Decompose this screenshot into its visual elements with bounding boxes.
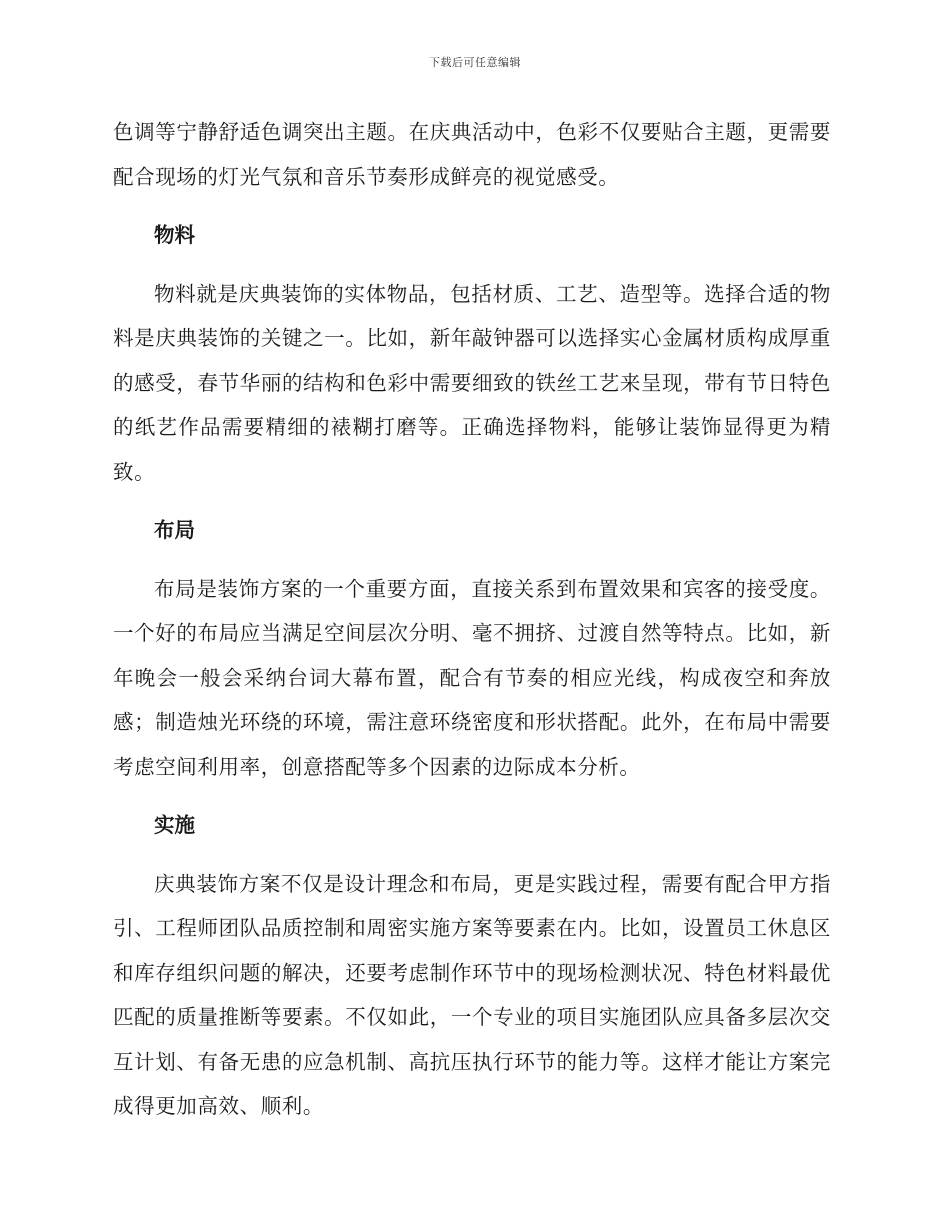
document-body [113, 110, 831, 1129]
header-note: 下载后可任意编辑 [429, 56, 521, 69]
implementation-paragraph: 庆典装饰方案不仅是设计理念和布局，更是实践过程，需要有配合甲方指引、工程师团队品质控制和周密实施方案等要素在内。比如，设置员工休息区和库存组织问题的解决，还要考虑制作环节中的现场检测状况、特色材料最优匹配的质量推断等要素。不仅如此，一个专业的项目实施团队应具备多层次交互计划、有备无患的应急机制、高抗压执行环节的能力等。这样才能让方案完成得更加高效、顺利。 [113, 871, 831, 1118]
section-heading-layout: 布局 [154, 518, 195, 542]
section-heading-materials: 物料 [154, 223, 195, 247]
layout-paragraph: 布局是装饰方案的一个重要方面，直接关系到布置效果和宾客的接受度。一个好的布局应当满足空间层次分明、毫不拥挤、过渡自然等特点。比如，新年晚会一般会采纳台词大幕布置，配合有节奏的相应光线，构成夜空和奔放感；制造烛光环绕的环境，需注意环绕密度和形状搭配。此外，在布局中需要考虑空间利用率，创意搭配等多个因素的边际成本分析。 [113, 576, 831, 779]
materials-paragraph: 物料就是庆典装饰的实体物品，包括材质、工艺、造型等。选择合适的物料是庆典装饰的关键之一。比如，新年敲钟器可以选择实心金属材质构成厚重的感受，春节华丽的结构和色彩中需要细致的铁丝工艺来呈现，带有节日特色的纸艺作品需要精细的裱糊打磨等。正确选择物料，能够让装饰显得更为精致。 [113, 281, 831, 484]
intro-continuation-paragraph: 色调等宁静舒适色调突出主题。在庆典活动中，色彩不仅要贴合主题，更需要配合现场的灯光气氛和音乐节奏形成鲜亮的视觉感受。 [113, 120, 831, 189]
section-heading-implementation: 实施 [154, 813, 195, 837]
